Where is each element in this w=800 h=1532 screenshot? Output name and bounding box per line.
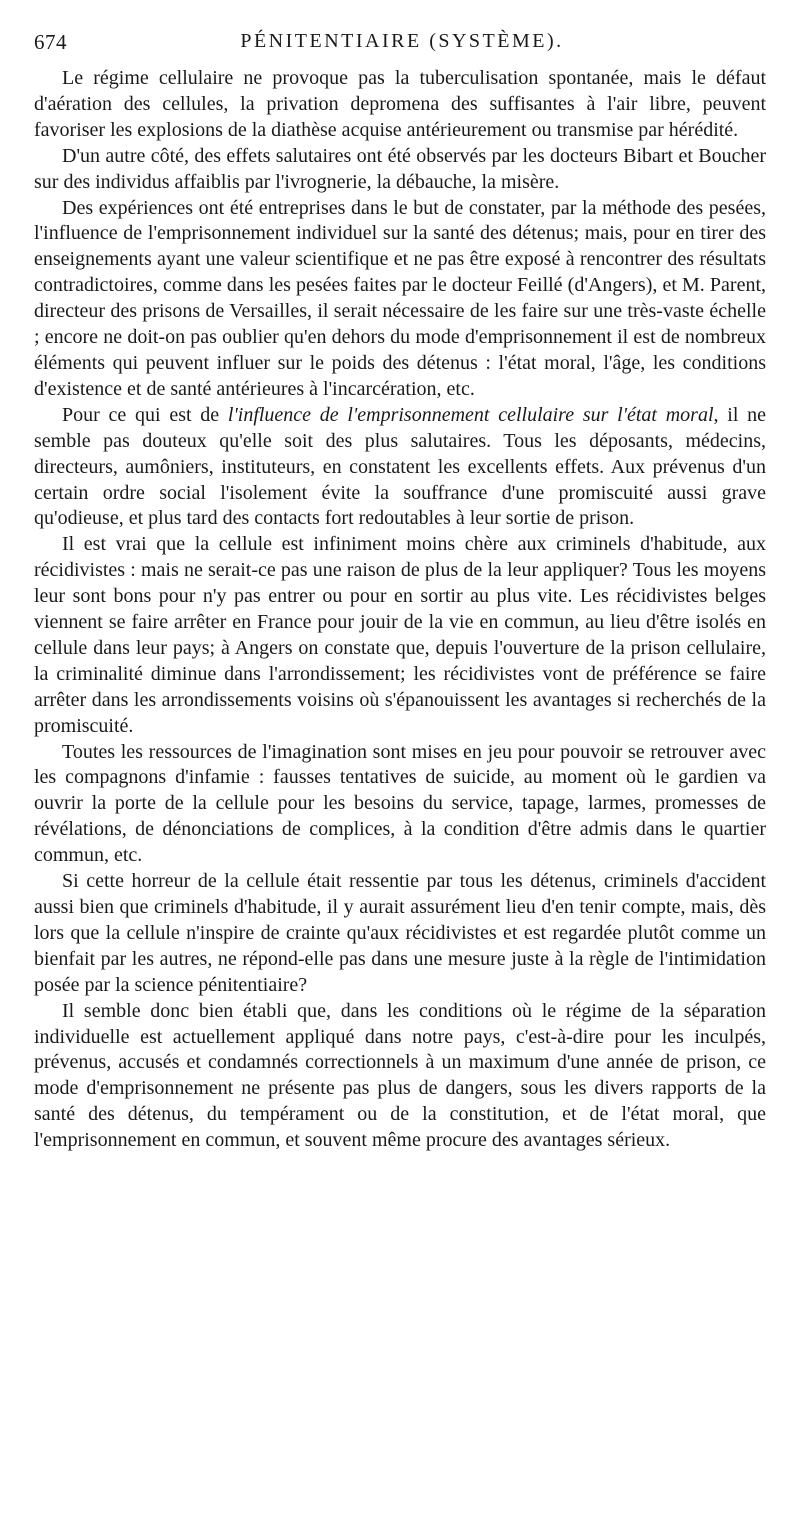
paragraph-horreur-cellule: Si cette horreur de la cellule était ressentie par tous les détenus, criminels d'accident aussi bien que criminels d'habitude, il y aurait assurément lieu d'en tenir compte, mais, dès lors que la cellule n'inspire de crainte qu'aux récidivistes et est regardée plutôt comme un bienfait par les autres, ne répond-elle pas dans une mesure juste à la règle de l'intimidation posée par la science pénitentiaire? <box>34 870 766 996</box>
running-title: PÉNITENTIAIRE (SYSTÈME). <box>240 30 564 52</box>
paragraph-ressources: Toutes les ressources de l'imagination sont mises en jeu pour pouvoir se retrouver avec les compagnons d'infamie : fausses tentatives de suicide, au moment où le gardien va ouvrir la porte de la cellule pour les besoins du service, tapage, larmes, promesses de révélations, de dénonciations de complices, à la condition d'être admis dans le quartier commun, etc. <box>34 740 766 867</box>
paragraph-etat-moral-lead: Pour ce qui est de <box>62 403 228 426</box>
body-text <box>34 66 766 1154</box>
page-number: 674 <box>34 30 67 54</box>
paragraph-etat-moral-rest: , il ne semble pas douteux qu'elle soit des plus salutaires. Tous les déposants, médecins, directeurs, aumôniers, instituteurs, en constatent les excellents effets. Aux prévenus d'un certain ordre social l'isolement évite la souffrance d'une promiscuité aussi grave qu'odieuse, et plus tard des contacts fort redoutables à leur sortie de prison. <box>34 403 766 530</box>
paragraph-conclusion: Il semble donc bien établi que, dans les conditions où le régime de la séparation individuelle est actuellement appliqué dans notre pays, c'est-à-dire pour les inculpés, prévenus, accusés et condamnés correctionnels à un maximum d'une année de prison, ce mode d'emprisonnement ne présente pas plus de dangers, sous les divers rapports de la santé des détenus, du tempérament ou de la constitution, et de l'état moral, que l'emprisonnement en commun, et souvent même procure des avantages sérieux. <box>34 999 766 1152</box>
running-head <box>34 30 770 58</box>
italic-phrase: l'influence de l'emprisonnement cellulaire sur l'état moral <box>227 403 714 426</box>
paragraph-pesees: Des expériences ont été entreprises dans le but de constater, par la méthode des pesées, l'influence de l'emprisonnement individuel sur la santé des détenus; mais, pour en tirer des enseignements ayant une valeur scientifique et ne pas être exposé à rencontrer des résultats contradictoires, comme dans les pesées faites par le docteur Feillé (d'Angers), et M. Parent, directeur des prisons de Versailles, il serait nécessaire de les faire sur une très-vaste échelle ; encore ne doit-on pas oublier qu'en dehors du mode d'emprisonnement il est de nombreux éléments qui peuvent influer sur le poids des détenus : l'état moral, l'âge, les conditions d'existence et de santé antérieures à l'incarcération, etc. <box>34 196 766 400</box>
paragraph-effets-salutaires: D'un autre côté, des effets salutaires ont été observés par les docteurs Bibart et Boucher sur des individus affaiblis par l'ivrognerie, la débauche, la misère. <box>34 144 766 193</box>
paragraph-recidivistes: Il est vrai que la cellule est infiniment moins chère aux criminels d'habitude, aux récidivistes : mais ne serait-ce pas une raison de plus de la leur appliquer? Tous les moyens leur sont bons pour n'y pas entrer ou pour en sortir au plus vite. Les récidivistes belges viennent se faire arrêter en France pour jouir de la vie en commun, au lieu d'être isolés en cellule dans leur pays; à Angers on constate que, depuis l'ouverture de la prison cellulaire, la criminalité diminue dans l'arrondissement; les récidivistes vont de préférence se faire arrêter dans les arrondissements voisins où s'épanouissent les avantages si recherchés de la promiscuité. <box>34 533 766 737</box>
paragraph-tuberculisation: Le régime cellulaire ne provoque pas la tuberculisation spontanée, mais le défaut d'aération des cellules, la privation depromena des suffisantes à l'air libre, peuvent favoriser les explosions de la diathèse acquise antérieurement ou transmise par hérédité. <box>34 67 766 141</box>
paragraph-etat-moral <box>34 403 766 533</box>
